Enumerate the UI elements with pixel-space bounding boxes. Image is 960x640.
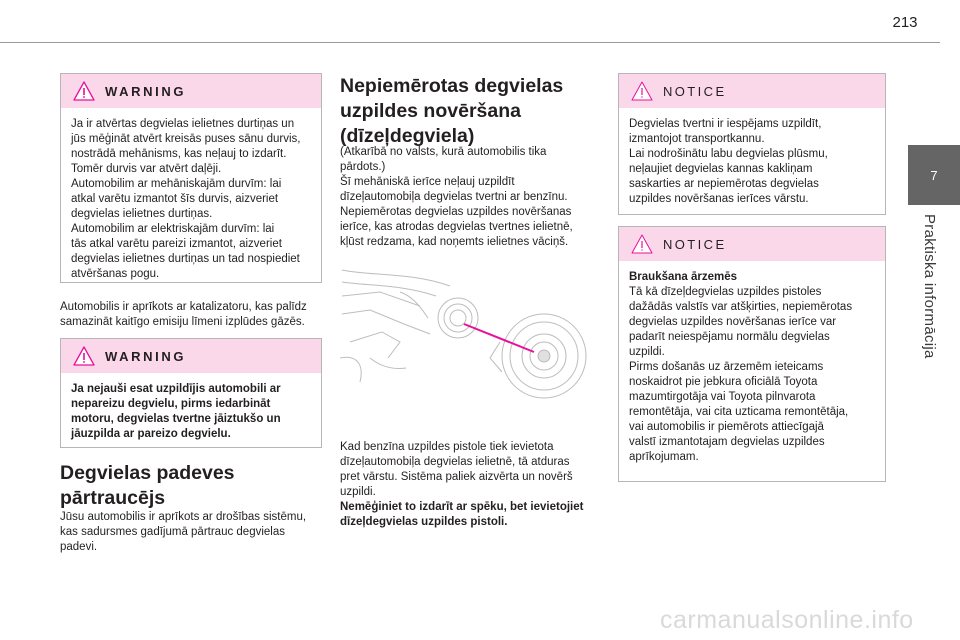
watermark: carmanualsonline.info [660,606,914,634]
chapter-tab[interactable]: 7 [908,145,960,205]
misfuel-after-bold: Nemēģiniet to izdarīt ar spēku, bet ievietojiet dīzeļdegvielas uzpildes pistoli. [340,501,584,528]
notice-text: Tā kā dīzeļdegvielas uzpildes pistoles dažādās valstīs var atšķirties, nepiemērotas degvielas uzpildes novēršanas ierīce var padarīt neiespējamu normālu degvielas uzpildi. Pirms došanās uz ārzemēm ieteicams noskaidrot pie jebkura oficiālā Toyota mazumtirgotāja vai Toyota pilnvarota remontētāja, vai cita uzticama remontētāja, vai automobilis ir piemērots attiecīgajā valstī izmantotajam degvielas uzpildes aprīkojumam. [629,286,853,463]
warning-text: Ja ir atvērtas degvielas ielietnes durtiņas un jūs mēģināt atvērt kreisās puses sānu durvis, nostrādā mehānisms, kas neļauj to izdarīt. Tomēr durvis var atvērt daļēji. Automobilim ar mehāniskajām durvīm: lai atkal varētu izmantot šīs durvis, aizveriet degvielas ielietnes durtiņas. Automobilim ar elektriskajām durvīm: lai tās atkal varētu pareizi izmantot, aizveriet degvielas ielietnes durtiņas un tad nospiediet atvēršanas pogu. [71,118,301,280]
misfuel-intro-text: (Atkarībā no valsts, kurā automobilis tika pārdots.) Šī mehāniskā ierīce neļauj uzpildīt dīzeļautomobiļa degvielas tvertni ar benzīnu. Nepiemērotas degvielas uzpildes novēršanas ierīce, kas atrodas degvielas tvertnes ielietnē, kļūst redzama, kad noņemts ielietnes vāciņš. [340,146,573,248]
warning-header [61,74,321,108]
notice-triangle-icon [631,234,653,254]
notice-box-abroad [618,226,886,482]
misfuel-after-text: Kad benzīna uzpildes pistole tiek ievietota dīzeļautomobiļa degvielas ielietnē, tā atduras pret vārstu. Sistēma paliek aizvērta un novērš uzpildi. [340,441,573,498]
misfuel-heading: Nepiemērotas degvielas uzpildes novēršana (dīzeļdegviela) [340,75,564,147]
catalyst-text: Automobilis ir aprīkots ar katalizatoru, kas palīdz samazināt kaitīgo emisiju līmeni izplūdes gāzēs. [60,301,307,328]
warning-title: WARNING [105,348,187,364]
chapter-title: Praktiska informācija [921,214,938,359]
warning-triangle-icon [73,346,95,366]
header-rule [0,42,940,43]
notice-box-canister [618,73,886,215]
page-number: 213 [892,14,918,31]
notice-triangle-icon [631,81,653,101]
notice-title: NOTICE [663,236,727,252]
fuel-inlet-illustration [340,262,598,402]
notice-subtitle: Braukšana ārzemēs [629,271,738,283]
warning-text: Ja nejauši esat uzpildījis automobili ar nepareizu degvielu, pirms iedarbināt motoru, degvielas tvertne jāiztukšo un jāuzpilda ar pareizo degvielu. [71,383,281,440]
notice-title: NOTICE [663,83,727,99]
fuel-cutoff-heading: Degvielas padeves pārtraucējs [60,462,235,509]
fuel-cutoff-text: Jūsu automobilis ir aprīkots ar drošības sistēmu, kas sadursmes gadījumā pārtrauc degvielas padevi. [60,511,307,553]
warning-box-fuel [60,338,322,448]
warning-box-door [60,73,322,283]
notice-body [619,261,885,473]
warning-title: WARNING [105,83,187,99]
notice-text: Degvielas tvertni ir iespējams uzpildīt, izmantojot transportkannu. Lai nodrošinātu labu degvielas plūsmu, neļaujiet degvielas kannas kakliņam saskarties ar nepiemērotas degvielas uzpildes novēršanas ierīces vārstu. [629,118,828,205]
warning-triangle-icon [73,81,95,101]
notice-header [619,227,885,261]
warning-header [61,339,321,373]
notice-header [619,74,885,108]
